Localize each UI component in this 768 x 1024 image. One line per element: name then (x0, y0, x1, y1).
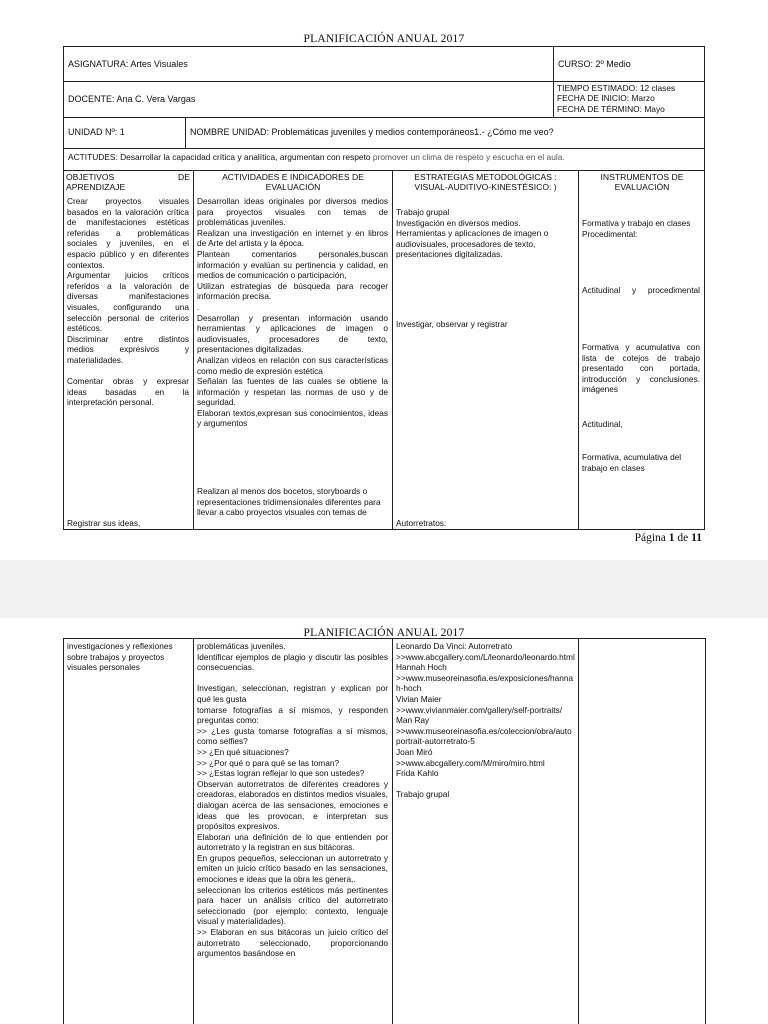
col-separator (193, 170, 194, 530)
curso-field: CURSO: 2º Medio (558, 59, 631, 69)
footer-page-total: 11 (691, 532, 702, 544)
page-gap (0, 560, 768, 618)
col-separator (705, 638, 706, 1024)
actividades-text: Desarrollan ideas originales por diversos medios para proyectos visuales con temas de problemáticas juveniles. Realizan una investigación en internet y en libros de Arte del artista y la época. Plantean comentarios personales,buscan información y evalúan su pertinencia y calidad, en medios de comunicación o participación, Utilizan estrategias de búsqueda para recoger información precisa. . Desarrollan y presentan información usando herramientas y aplicaciones de imagen o audiovisuales, procesadores de texto, presentaciones digitalizadas. Analizan videos en relación con sus características como medio de expresión estética Señalan las fuentes de las cuales se obtiene la información y respetan las normas de uso y de seguridad. Elaboran textos,expresan sus conocimientos, ideas y argumentos (197, 196, 388, 429)
docente-field: DOCENTE: Ana C. Vera Vargas (68, 94, 196, 104)
footer-mid: de (674, 532, 692, 544)
row-separator (63, 170, 705, 171)
estrategias-text-b: Investigar, observar y registrar (396, 319, 508, 329)
col-separator (553, 46, 554, 117)
asignatura-field: ASIGNATURA: Artes Visuales (68, 59, 188, 69)
estrategias-bottom: Autorretratos: (396, 518, 447, 528)
instrumentos-b: Actitudinal y procedimental (582, 285, 700, 295)
instrumentos-d: Actitudinal, (582, 419, 623, 429)
page-title: PLANIFICACIÓN ANUAL 2017 (303, 33, 465, 45)
row-separator (63, 638, 705, 639)
col-separator (193, 638, 194, 1024)
col-separator (63, 638, 64, 1024)
estrategias-text-a: Trabajo grupal Investigación en diversos medios. Herramientas y aplicaciones de imagen o audiovisuales, procesadores de texto, presentaciones digitalizadas. (396, 207, 549, 260)
row-separator (63, 117, 705, 118)
header-instrumentos: INSTRUMENTOS DE EVALUACIÓN (600, 172, 684, 193)
col-separator (578, 170, 579, 530)
header-actividades: ACTIVIDADES E INDICADORES DE EVALUACIÓN (222, 172, 364, 193)
nombre-unidad-field: NOMBRE UNIDAD: Problemáticas juveniles y medios contemporáneos1.- ¿Cómo me veo? (190, 127, 554, 137)
row-separator (63, 148, 705, 149)
actitudes-extra: promover un clima de respeto y escucha en el aula. (370, 152, 565, 162)
col-separator (185, 117, 186, 148)
header-estrategias: ESTRATEGIAS METODOLÓGICAS : VISUAL-AUDITIVO-KINESTÉSICO: ) (414, 172, 557, 193)
instrumentos-e: Formativa, acumulativa del trabajo en clases (582, 452, 682, 473)
header-objetivos: OBJETIVOS DE APRENDIZAJE (66, 172, 190, 193)
col-separator (392, 638, 393, 1024)
instrumentos-c: Formativa y acumulativa con lista de cotejos de trabajo presentado con portada, introducción y conclusiones. imágenes (582, 342, 700, 395)
objetivos-text: Crear proyectos visuales basados en la valoración crítica de manifestaciones estéticas referidas a problemáticas sociales y juveniles, en el espacio público y en diferentes contextos. Argumentar juicios críticos referidos a la valoración de diversas manifestaciones visuales, configurando una selección personal de criterios estéticos. Discriminar entre distintos medios expresivos y materialidades. Comentar obras y expresar ideas basadas en la interpretación personal. (67, 196, 189, 408)
footer-prefix: Página (634, 532, 669, 544)
page-title-2: PLANIFICACIÓN ANUAL 2017 (303, 627, 465, 639)
page-footer (635, 532, 702, 544)
col-separator (578, 638, 579, 1024)
estrategias-text-2: Leonardo Da Vinci: Autorretrato >>www.abcgallery.com/L/leonardo/leonardo.html Hannah Hoch >>www.museoreinasofia.es/exposiciones/hannah-hoch Vivian Maier >>www.vivianmaier.com/gallery/self-portraits/ Man Ray >>www.museoreinasofia.es/coleccion/obra/autoportrait-autorretrato-5 Joan Miró >>www.abcgallery.com/M/miro/miro.html Frida Kahlo Trabajo grupal (396, 641, 575, 800)
unidad-field: UNIDAD Nº: 1 (68, 127, 125, 137)
actividades-bottom: Realizan al menos dos bocetos, storyboards o representaciones tridimensionales diferentes para llevar a cabo proyectos visuales con temas de (197, 486, 381, 518)
instrumentos-a: Formativa y trabajo en clases Procedimental: (582, 218, 691, 239)
actitudes-text: ACTITUDES: Desarrollar la capacidad crítica y analítica, argumentan con respeto (68, 152, 371, 162)
objetivos-text-2: investigaciones y reflexiones sobre trabajos y proyectos visuales personales (67, 641, 173, 673)
row-separator (63, 81, 705, 82)
actitudes-field (68, 152, 703, 163)
page-2 (0, 618, 768, 1024)
col-separator (392, 170, 393, 530)
objetivos-bottom: Registrar sus ideas, (67, 518, 141, 528)
actividades-text-2: problemáticas juveniles. Identificar ejemplos de plagio y discutir las posibles consecuencias. Investigan, seleccionan, registran y explican por qué les gusta tomarse fotografías a sí mismos, y responden preguntas como: >> ¿Les gusta tomarse fotografías a sí mismos, como selfies? >> ¿En qué situaciones? >> ¿Por qué o para qué se las toman? >> ¿Estas logran reflejar lo que son ustedes? Observan autorretratos de diferentes creadores y creadoras, elaborados en distintos medios visuales, dialogan acerca de las sensaciones, emociones e ideas que les provocan, e interpretan sus propósitos expresivos. Elaboran una definición de lo que entienden por autorretrato y la registran en sus bitácoras. En grupos pequeños, seleccionan un autorretrato y emiten un juicio crítico basado en las sensaciones, emociones e ideas que la obra les genera,. seleccionan los criterios estéticos más pertinentes para hacer un análisis crítico del autorretrato seleccionado (por ejemplo: contexto, lenguaje visual y materialidades). >> Elaboran en sus bitácoras un juicio crítico del autorretrato seleccionado, proporcionando argumentos basándose en (197, 641, 388, 959)
tiempo-field: TIEMPO ESTIMADO: 12 clases FECHA DE INICIO: Marzo FECHA DE TÉRMINO: Mayo (557, 83, 676, 114)
footer-page-number: 1 (668, 532, 675, 544)
